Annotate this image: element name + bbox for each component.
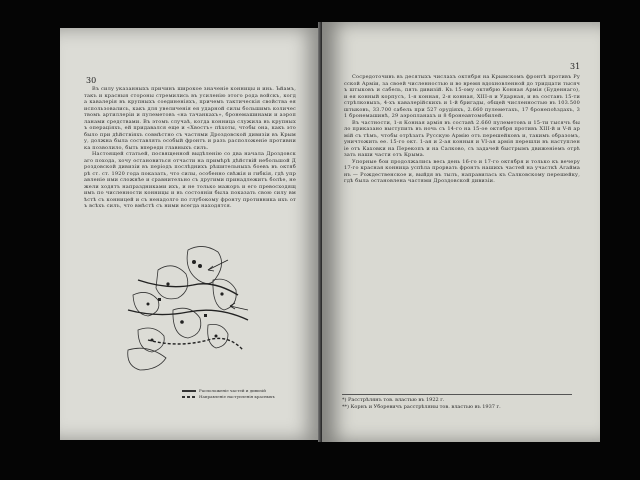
left-page-text xyxy=(84,86,296,228)
legend-solid-line xyxy=(182,390,196,392)
right-paragraph-2: Въ частности, 1-я Конная армія въ составѣ 2.660 пулеметовъ и 15-ти тысячъ было приказано выступить въ ночь съ 14-го на 15-ое октября противъ XIII-й и V-й армій съ тѣмъ, чтобы отрѣзать Русскую Армію отъ перешейковъ и, такимъ образомъ, уничтожить ее. 15-го окт. 1-ая и 2-ая конныя и VI-ая армія перешли въ наступленіе отъ Каховки на Перекопъ и на Салково, съ задачей быстрымъ движеніемъ отрѣзать наши части отъ Крыма. xyxy=(344,119,580,158)
right-page-number: 31 xyxy=(570,62,581,71)
right-paragraph-3: Упорные бои продолжались весь день 16-го и 17-го октября и только къ вечеру 17-го красная конница успѣла прорвать фронтъ нашихъ частей на участкѣ Агайманъ — Рождественское и, выйдя въ тылъ, направилась къ Салковскому перешейку, гдѣ была остановлена частями Дроздовской дивизіи. xyxy=(344,158,580,184)
footnote-1: *) Расстрѣлянъ тов. властью въ 1922 г. xyxy=(342,397,445,403)
map-front-lines xyxy=(128,280,248,350)
legend-row-advance xyxy=(182,394,275,400)
legend-dashed-line xyxy=(182,396,196,398)
map-legend xyxy=(182,388,275,400)
open-book xyxy=(60,22,600,442)
right-page xyxy=(322,22,600,442)
right-page-text xyxy=(344,74,580,392)
left-page xyxy=(60,28,322,440)
right-paragraph-1: Сосредоточивъ въ десятыхъ числахъ октября на Крымскомъ фронтѣ противъ Русской Арміи, за своей численностью и во время вдохновленной до тридцати тысячъ штыковъ и сабель, пять дивизій. Къ 15-ому октябрю Конная Армія (Буденнаго), и ея конный корпусъ, 1-я конная, 2-я конная, XIII-я и Ударная, и въ составъ 15-ти стрѣлковыхъ, 4-хъ кавалерійскихъ и 1-й бригады, общей численностью въ 103.500 штыковъ, 33.700 сабель при 527 орудіяхъ, 2.660 пулеметахъ, 17 бронепоѣздахъ, 31 бронемашинѣ, 29 аэропланахъ и 8 бронеавтомобилей. xyxy=(344,74,580,119)
left-page-number: 30 xyxy=(86,76,97,85)
battle-map xyxy=(118,240,268,380)
footnote-2: **) Корнъ и Уборевичъ расстрѣляны тов. властью въ 1937 г. xyxy=(342,404,501,410)
left-paragraph-1: Въ силу указанныхъ причинъ широкое значеніе конницы и инь. Ъйамъ, такъ и красныя стороны стремились въ усиленію этого рода войскъ, когда кавалерія въ крупныхъ соединеніяхъ, причемъ тактическія свойства ея использовались, какъ для увеличенія ея ударной силы большимъ количествомъ артиллеріи и пулеметовъ «на тачанкахъ», бронемашинами и аэропланами средствами. Въ этомъ случаѣ, когда конница служила въ крупныхъ операціяхъ, ей придавался еще и «Хвостъ» пѣхоты, чтобы она, какъ это было при дѣйствіяхъ совмѣстно съ частями Дроздовской дивизіи въ Крыму, должна была составлять особый фронтъ и разъ расположеніе противника позволило, быть впереди главныхъ силъ. xyxy=(84,86,296,151)
legend-label-advance: Направленіе наступленія красныхъ xyxy=(199,394,275,399)
legend-label-positions: Расположеніе частей и дивизій xyxy=(199,388,266,393)
map-contours xyxy=(128,246,237,370)
right-footnotes xyxy=(342,394,572,411)
left-paragraph-2: Настоящей статьей, посвященной выдѣленію со два начала Дроздовскаго похода, хочу остановиться отчасти на примѣрѣ дѣйствій небольшой Дроздовской дивизіи въ періодъ послѣднихъ рѣшительныхъ боевъ въ октябрѣ ст. ст. 1920 года показать, что силы, особенно свѣжія и гибкія, гдѣ управленіе ими сложнѣе и сравнительно съ другими принадлежитъ болѣе, нежели ходятъ напраздниками ихъ, и не только мажоръ и его превосходящимъ по численности конницы и въ состояніи была показать свою силу вмѣстѣ съ конницей и съ ненадолго по глубокому фронту противника ихъ отъ всѣхъ силъ, что вмѣстѣ съ ними всегда находятся. xyxy=(84,151,296,209)
